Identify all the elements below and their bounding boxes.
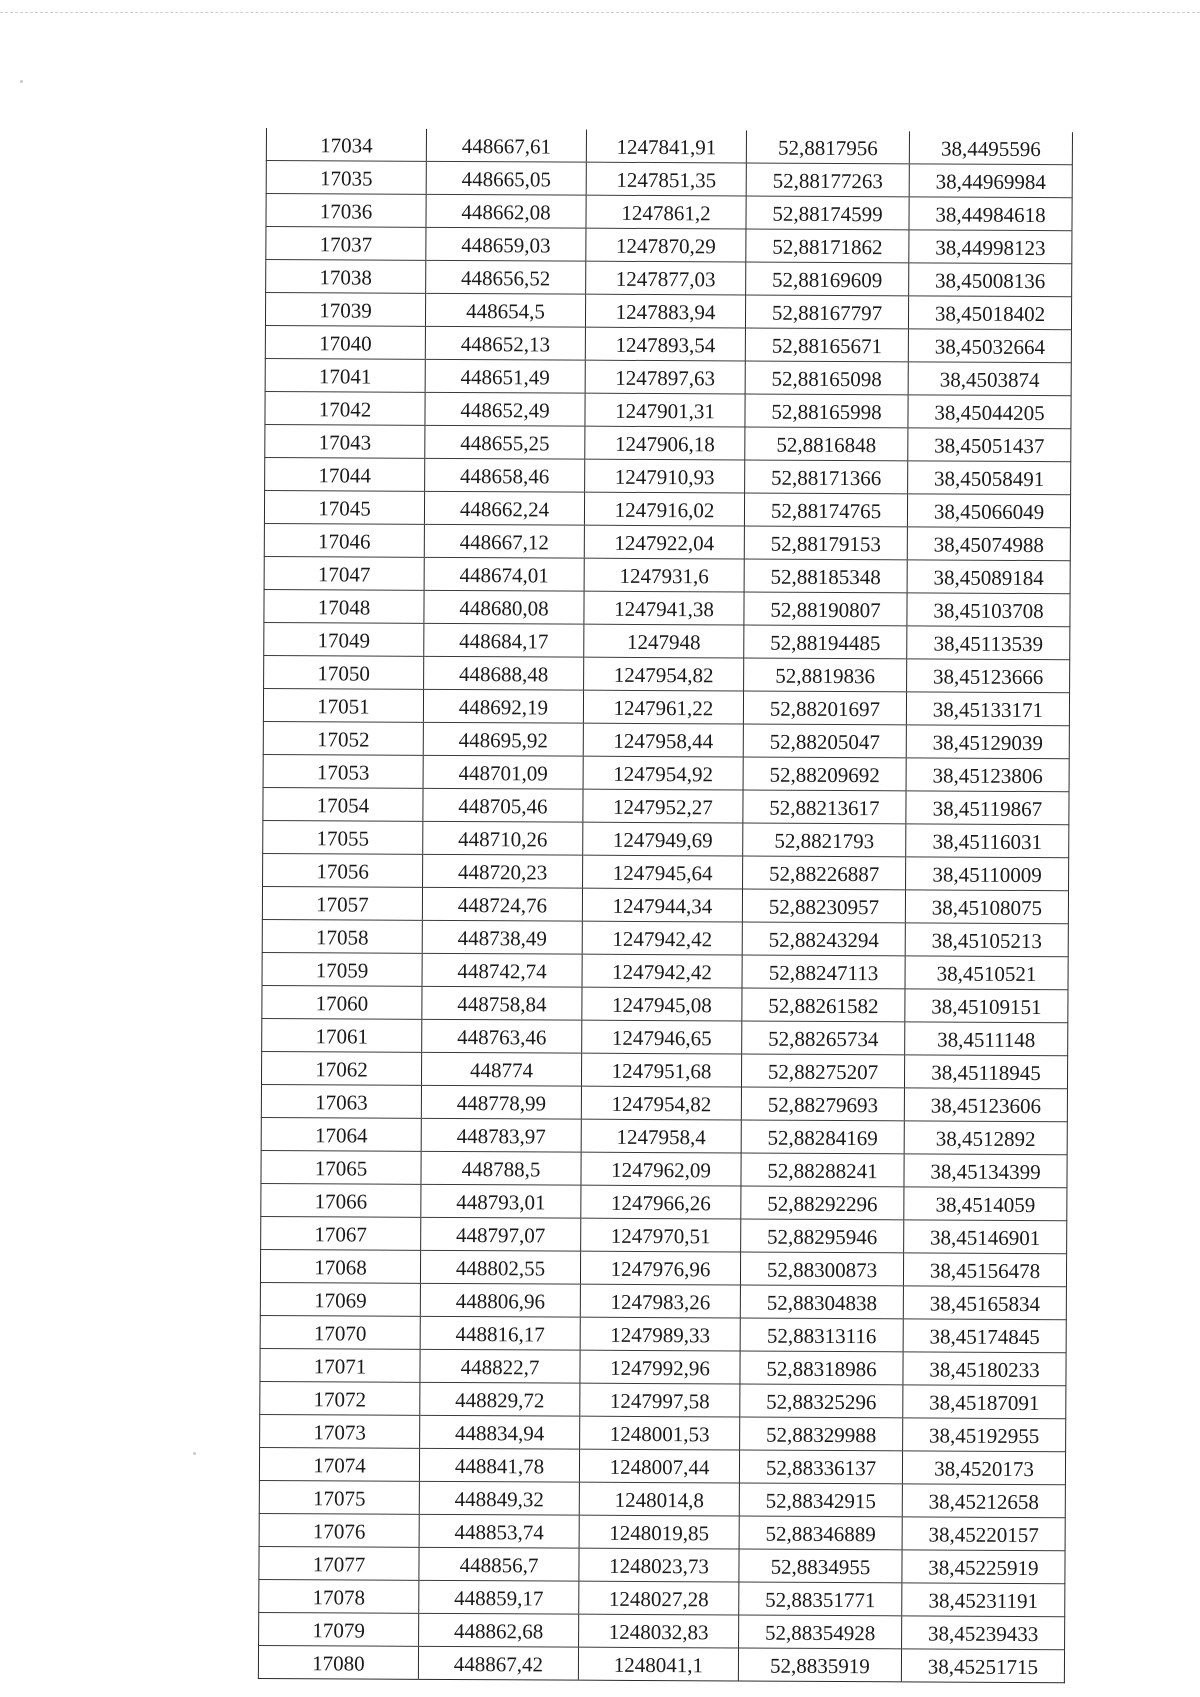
x-coordinate-cell: 448797,07	[421, 1217, 581, 1251]
longitude-cell: 38,44998123	[909, 230, 1072, 264]
latitude-cell: 52,88325296	[740, 1384, 903, 1418]
longitude-cell: 38,45239433	[902, 1616, 1065, 1650]
y-coordinate-cell: 1247966,26	[581, 1185, 741, 1219]
x-coordinate-cell: 448656,52	[426, 260, 586, 294]
longitude-cell: 38,45032664	[908, 329, 1071, 363]
point-number-cell: 17079	[259, 1612, 419, 1646]
x-coordinate-cell: 448806,96	[420, 1283, 580, 1317]
y-coordinate-cell: 1247945,08	[582, 987, 742, 1021]
y-coordinate-cell: 1247877,03	[586, 261, 746, 295]
point-number-cell: 17043	[265, 424, 425, 458]
point-number-cell: 17041	[265, 358, 425, 392]
longitude-cell: 38,4503874	[908, 362, 1071, 396]
point-number-cell: 17034	[266, 128, 426, 161]
y-coordinate-cell: 1247970,51	[581, 1218, 741, 1252]
y-coordinate-cell: 1247906,18	[585, 426, 745, 460]
table-row	[265, 391, 1071, 428]
y-coordinate-cell: 1247948	[584, 624, 744, 658]
y-coordinate-cell: 1247951,68	[581, 1053, 741, 1087]
longitude-cell: 38,45044205	[908, 395, 1071, 429]
x-coordinate-cell: 448793,01	[421, 1184, 581, 1218]
latitude-cell: 52,88351771	[739, 1582, 902, 1616]
point-number-cell: 17059	[262, 952, 422, 986]
longitude-cell: 38,45110009	[906, 857, 1069, 891]
point-number-cell: 17035	[266, 161, 426, 195]
x-coordinate-cell: 448662,24	[424, 491, 584, 525]
latitude-cell: 52,88292296	[741, 1186, 904, 1220]
longitude-cell: 38,45108075	[905, 890, 1068, 924]
y-coordinate-cell: 1247954,82	[584, 657, 744, 691]
latitude-cell: 52,88304838	[740, 1285, 903, 1319]
table-row	[259, 1480, 1065, 1517]
table-row	[264, 556, 1070, 593]
longitude-cell: 38,4514059	[904, 1187, 1067, 1221]
table-row	[261, 1150, 1067, 1187]
table-row	[259, 1447, 1065, 1484]
y-coordinate-cell: 1247910,93	[585, 459, 745, 493]
point-number-cell: 17037	[266, 227, 426, 261]
x-coordinate-cell: 448724,76	[422, 887, 582, 921]
longitude-cell: 38,45058491	[908, 461, 1071, 495]
x-coordinate-cell: 448862,68	[419, 1613, 579, 1647]
x-coordinate-cell: 448853,74	[419, 1514, 579, 1548]
latitude-cell: 52,88185348	[744, 559, 907, 593]
x-coordinate-cell: 448856,7	[419, 1547, 579, 1581]
x-coordinate-cell: 448802,55	[420, 1250, 580, 1284]
longitude-cell: 38,45089184	[907, 560, 1070, 594]
y-coordinate-cell: 1247901,31	[585, 393, 745, 427]
point-number-cell: 17072	[260, 1381, 420, 1415]
y-coordinate-cell: 1247949,69	[583, 822, 743, 856]
table-row	[262, 1018, 1068, 1055]
x-coordinate-cell: 448680,08	[424, 590, 584, 624]
longitude-cell: 38,45133171	[906, 692, 1069, 726]
point-number-cell: 17068	[260, 1249, 420, 1283]
x-coordinate-cell: 448834,94	[420, 1415, 580, 1449]
scan-speck	[193, 1452, 196, 1455]
latitude-cell: 52,88179153	[744, 526, 907, 560]
y-coordinate-cell: 1247870,29	[586, 228, 746, 262]
latitude-cell: 52,88300873	[740, 1252, 903, 1286]
point-number-cell: 17038	[266, 260, 426, 294]
table-row	[264, 622, 1070, 659]
latitude-cell: 52,8816848	[745, 427, 908, 461]
point-number-cell: 17056	[263, 853, 423, 887]
x-coordinate-cell: 448849,32	[419, 1481, 579, 1515]
latitude-cell: 52,88329988	[740, 1417, 903, 1451]
table-row	[264, 490, 1070, 527]
point-number-cell: 17069	[260, 1282, 420, 1316]
point-number-cell: 17080	[258, 1645, 418, 1679]
table-row	[265, 424, 1071, 461]
latitude-cell: 52,88279693	[741, 1087, 904, 1121]
longitude-cell: 38,4510521	[905, 956, 1068, 990]
latitude-cell: 52,8817956	[746, 131, 909, 164]
table-row	[261, 1183, 1067, 1220]
point-number-cell: 17078	[259, 1579, 419, 1613]
longitude-cell: 38,45116031	[906, 824, 1069, 858]
latitude-cell: 52,88342915	[739, 1483, 902, 1517]
y-coordinate-cell: 1247942,42	[582, 954, 742, 988]
table-row	[260, 1282, 1066, 1319]
x-coordinate-cell: 448674,01	[424, 557, 584, 591]
x-coordinate-cell: 448867,42	[418, 1646, 578, 1680]
x-coordinate-cell: 448688,48	[424, 656, 584, 690]
y-coordinate-cell: 1247945,64	[583, 855, 743, 889]
latitude-cell: 52,88213617	[743, 790, 906, 824]
x-coordinate-cell: 448859,17	[419, 1580, 579, 1614]
table-row	[258, 1645, 1064, 1682]
y-coordinate-cell: 1247931,6	[584, 558, 744, 592]
point-number-cell: 17064	[261, 1117, 421, 1151]
scan-speck	[20, 80, 23, 83]
latitude-cell: 52,8821793	[743, 823, 906, 857]
longitude-cell: 38,45123666	[907, 659, 1070, 693]
x-coordinate-cell: 448841,78	[419, 1448, 579, 1482]
latitude-cell: 52,88243294	[742, 922, 905, 956]
longitude-cell: 38,45008136	[909, 263, 1072, 297]
x-coordinate-cell: 448665,05	[426, 161, 586, 195]
y-coordinate-cell: 1247958,4	[581, 1119, 741, 1153]
table-row	[260, 1381, 1066, 1418]
latitude-cell: 52,88190807	[744, 592, 907, 626]
point-number-cell: 17052	[263, 721, 423, 755]
point-number-cell: 17062	[261, 1051, 421, 1085]
coordinates-table	[258, 128, 1073, 1683]
longitude-cell: 38,45251715	[901, 1649, 1064, 1683]
point-number-cell: 17054	[263, 787, 423, 821]
longitude-cell: 38,4512892	[904, 1121, 1067, 1155]
y-coordinate-cell: 1248007,44	[579, 1449, 739, 1483]
longitude-cell: 38,45103708	[907, 593, 1070, 627]
longitude-cell: 38,45105213	[905, 923, 1068, 957]
latitude-cell: 52,88284169	[741, 1120, 904, 1154]
point-number-cell: 17070	[260, 1315, 420, 1349]
y-coordinate-cell: 1247941,38	[584, 591, 744, 625]
scan-top-edge	[0, 12, 1200, 13]
coordinates-table-container	[258, 128, 1072, 1683]
x-coordinate-cell: 448710,26	[423, 821, 583, 855]
x-coordinate-cell: 448788,5	[421, 1151, 581, 1185]
point-number-cell: 17053	[263, 754, 423, 788]
y-coordinate-cell: 1247922,04	[584, 525, 744, 559]
table-row	[265, 293, 1071, 330]
table-row	[263, 754, 1069, 791]
longitude-cell: 38,4511148	[905, 1022, 1068, 1056]
point-number-cell: 17077	[259, 1546, 419, 1580]
table-row	[264, 589, 1070, 626]
longitude-cell: 38,45109151	[905, 989, 1068, 1023]
x-coordinate-cell: 448783,97	[421, 1118, 581, 1152]
latitude-cell: 52,88288241	[741, 1153, 904, 1187]
y-coordinate-cell: 1247954,92	[583, 756, 743, 790]
longitude-cell: 38,45074988	[907, 527, 1070, 561]
latitude-cell: 52,88177263	[746, 163, 909, 197]
point-number-cell: 17047	[264, 556, 424, 590]
y-coordinate-cell: 1247944,34	[582, 888, 742, 922]
x-coordinate-cell: 448655,25	[425, 425, 585, 459]
longitude-cell: 38,45180233	[903, 1352, 1066, 1386]
y-coordinate-cell: 1247961,22	[583, 690, 743, 724]
latitude-cell: 52,88336137	[739, 1450, 902, 1484]
x-coordinate-cell: 448742,74	[422, 953, 582, 987]
y-coordinate-cell: 1247983,26	[580, 1284, 740, 1318]
y-coordinate-cell: 1248014,8	[579, 1482, 739, 1516]
x-coordinate-cell: 448829,72	[420, 1382, 580, 1416]
point-number-cell: 17073	[260, 1414, 420, 1448]
y-coordinate-cell: 1248001,53	[580, 1416, 740, 1450]
x-coordinate-cell: 448662,08	[426, 194, 586, 228]
longitude-cell: 38,44969984	[909, 164, 1072, 198]
x-coordinate-cell: 448701,09	[423, 755, 583, 789]
table-row	[261, 1051, 1067, 1088]
latitude-cell: 52,88165998	[745, 394, 908, 428]
x-coordinate-cell: 448652,49	[425, 392, 585, 426]
latitude-cell: 52,88275207	[741, 1054, 904, 1088]
x-coordinate-cell: 448667,61	[426, 129, 586, 162]
latitude-cell: 52,88230957	[742, 889, 905, 923]
table-row	[262, 952, 1068, 989]
x-coordinate-cell: 448654,5	[425, 293, 585, 327]
y-coordinate-cell: 1247958,44	[583, 723, 743, 757]
table-row	[263, 820, 1069, 857]
y-coordinate-cell: 1248041,1	[578, 1647, 738, 1681]
y-coordinate-cell: 1248023,73	[579, 1548, 739, 1582]
table-row	[262, 985, 1068, 1022]
table-row	[266, 194, 1072, 231]
longitude-cell: 38,45113539	[907, 626, 1070, 660]
latitude-cell: 52,88165098	[745, 361, 908, 395]
latitude-cell: 52,88318986	[740, 1351, 903, 1385]
table-row	[259, 1579, 1065, 1616]
longitude-cell: 38,45123606	[904, 1088, 1067, 1122]
longitude-cell: 38,45156478	[903, 1253, 1066, 1287]
point-number-cell: 17071	[260, 1348, 420, 1382]
table-row	[259, 1612, 1065, 1649]
point-number-cell: 17049	[264, 622, 424, 656]
table-row	[263, 853, 1069, 890]
point-number-cell: 17074	[259, 1447, 419, 1481]
longitude-cell: 38,4495596	[909, 131, 1072, 164]
latitude-cell: 52,88194485	[744, 625, 907, 659]
latitude-cell: 52,88295946	[741, 1219, 904, 1253]
table-row	[264, 523, 1070, 560]
x-coordinate-cell: 448738,49	[422, 920, 582, 954]
y-coordinate-cell: 1248027,28	[579, 1581, 739, 1615]
longitude-cell: 38,45051437	[908, 428, 1071, 462]
table-row	[265, 358, 1071, 395]
y-coordinate-cell: 1247946,65	[582, 1020, 742, 1054]
table-row	[263, 787, 1069, 824]
y-coordinate-cell: 1247916,02	[584, 492, 744, 526]
y-coordinate-cell: 1247989,33	[580, 1317, 740, 1351]
latitude-cell: 52,88174765	[744, 493, 907, 527]
y-coordinate-cell: 1247997,58	[580, 1383, 740, 1417]
point-number-cell: 17046	[264, 523, 424, 557]
x-coordinate-cell: 448822,7	[420, 1349, 580, 1383]
point-number-cell: 17058	[262, 919, 422, 953]
table-row	[265, 325, 1071, 362]
point-number-cell: 17048	[264, 589, 424, 623]
point-number-cell: 17076	[259, 1513, 419, 1547]
x-coordinate-cell: 448720,23	[423, 854, 583, 888]
table-row	[260, 1414, 1066, 1451]
longitude-cell: 38,45118945	[904, 1055, 1067, 1089]
x-coordinate-cell: 448774	[421, 1052, 581, 1086]
table-row	[264, 655, 1070, 692]
latitude-cell: 52,88174599	[746, 196, 909, 230]
point-number-cell: 17067	[261, 1216, 421, 1250]
table-row	[262, 886, 1068, 923]
longitude-cell: 38,44984618	[909, 197, 1072, 231]
longitude-cell: 38,45187091	[903, 1385, 1066, 1419]
table-row	[263, 688, 1069, 725]
x-coordinate-cell: 448659,03	[426, 227, 586, 261]
longitude-cell: 38,45119867	[906, 791, 1069, 825]
x-coordinate-cell: 448695,92	[423, 722, 583, 756]
latitude-cell: 52,88346889	[739, 1516, 902, 1550]
table-row	[266, 161, 1072, 198]
longitude-cell: 38,45192955	[903, 1418, 1066, 1452]
latitude-cell: 52,88354928	[739, 1615, 902, 1649]
point-number-cell: 17036	[266, 194, 426, 228]
point-number-cell: 17065	[261, 1150, 421, 1184]
x-coordinate-cell: 448667,12	[424, 524, 584, 558]
point-number-cell: 17063	[261, 1084, 421, 1118]
x-coordinate-cell: 448758,84	[422, 986, 582, 1020]
y-coordinate-cell: 1247841,91	[586, 130, 746, 163]
x-coordinate-cell: 448816,17	[420, 1316, 580, 1350]
longitude-cell: 38,45225919	[902, 1550, 1065, 1584]
table-row	[261, 1216, 1067, 1253]
table-row	[263, 721, 1069, 758]
y-coordinate-cell: 1247942,42	[582, 921, 742, 955]
y-coordinate-cell: 1247962,09	[581, 1152, 741, 1186]
point-number-cell: 17039	[265, 293, 425, 327]
latitude-cell: 52,88171366	[745, 460, 908, 494]
longitude-cell: 38,45066049	[907, 494, 1070, 528]
latitude-cell: 52,88205047	[743, 724, 906, 758]
y-coordinate-cell: 1247952,27	[583, 789, 743, 823]
latitude-cell: 52,88261582	[742, 988, 905, 1022]
latitude-cell: 52,8834955	[739, 1549, 902, 1583]
latitude-cell: 52,88169609	[746, 262, 909, 296]
latitude-cell: 52,88167797	[745, 295, 908, 329]
table-row	[261, 1084, 1067, 1121]
point-number-cell: 17057	[262, 886, 422, 920]
y-coordinate-cell: 1247976,96	[580, 1251, 740, 1285]
latitude-cell: 52,88313116	[740, 1318, 903, 1352]
point-number-cell: 17050	[264, 655, 424, 689]
latitude-cell: 52,8835919	[738, 1648, 901, 1682]
longitude-cell: 38,45146901	[904, 1220, 1067, 1254]
latitude-cell: 52,88171862	[746, 229, 909, 263]
x-coordinate-cell: 448658,46	[425, 458, 585, 492]
table-row	[262, 919, 1068, 956]
table-row	[261, 1117, 1067, 1154]
longitude-cell: 38,45220157	[902, 1517, 1065, 1551]
table-row	[266, 227, 1072, 264]
x-coordinate-cell: 448652,13	[425, 326, 585, 360]
y-coordinate-cell: 1247883,94	[585, 294, 745, 328]
table-row	[260, 1249, 1066, 1286]
point-number-cell: 17075	[259, 1480, 419, 1514]
y-coordinate-cell: 1248032,83	[579, 1614, 739, 1648]
longitude-cell: 38,45134399	[904, 1154, 1067, 1188]
y-coordinate-cell: 1247893,54	[585, 327, 745, 361]
longitude-cell: 38,4520173	[902, 1451, 1065, 1485]
latitude-cell: 52,88226887	[743, 856, 906, 890]
longitude-cell: 38,45212658	[902, 1484, 1065, 1518]
y-coordinate-cell: 1247851,35	[586, 162, 746, 196]
coordinates-table-body	[258, 128, 1072, 1683]
table-row	[266, 260, 1072, 297]
y-coordinate-cell: 1247954,82	[581, 1086, 741, 1120]
x-coordinate-cell: 448692,19	[423, 689, 583, 723]
longitude-cell: 38,45123806	[906, 758, 1069, 792]
point-number-cell: 17045	[264, 490, 424, 524]
longitude-cell: 38,45174845	[903, 1319, 1066, 1353]
point-number-cell: 17051	[263, 688, 423, 722]
table-row	[265, 457, 1071, 494]
y-coordinate-cell: 1247992,96	[580, 1350, 740, 1384]
table-row	[259, 1546, 1065, 1583]
longitude-cell: 38,45165834	[903, 1286, 1066, 1320]
latitude-cell: 52,88165671	[745, 328, 908, 362]
y-coordinate-cell: 1248019,85	[579, 1515, 739, 1549]
longitude-cell: 38,45231191	[902, 1583, 1065, 1617]
y-coordinate-cell: 1247861,2	[586, 195, 746, 229]
table-row	[266, 128, 1072, 165]
latitude-cell: 52,88201697	[743, 691, 906, 725]
latitude-cell: 52,8819836	[744, 658, 907, 692]
x-coordinate-cell: 448778,99	[421, 1085, 581, 1119]
y-coordinate-cell: 1247897,63	[585, 360, 745, 394]
x-coordinate-cell: 448705,46	[423, 788, 583, 822]
point-number-cell: 17066	[261, 1183, 421, 1217]
longitude-cell: 38,45129039	[906, 725, 1069, 759]
table-row	[259, 1513, 1065, 1550]
point-number-cell: 17061	[262, 1018, 422, 1052]
table-row	[260, 1348, 1066, 1385]
x-coordinate-cell: 448651,49	[425, 359, 585, 393]
longitude-cell: 38,45018402	[908, 296, 1071, 330]
table-row	[260, 1315, 1066, 1352]
latitude-cell: 52,88265734	[742, 1021, 905, 1055]
point-number-cell: 17055	[263, 820, 423, 854]
x-coordinate-cell: 448763,46	[422, 1019, 582, 1053]
point-number-cell: 17060	[262, 985, 422, 1019]
x-coordinate-cell: 448684,17	[424, 623, 584, 657]
latitude-cell: 52,88209692	[743, 757, 906, 791]
point-number-cell: 17044	[265, 457, 425, 491]
point-number-cell: 17040	[265, 325, 425, 359]
latitude-cell: 52,88247113	[742, 955, 905, 989]
point-number-cell: 17042	[265, 391, 425, 425]
